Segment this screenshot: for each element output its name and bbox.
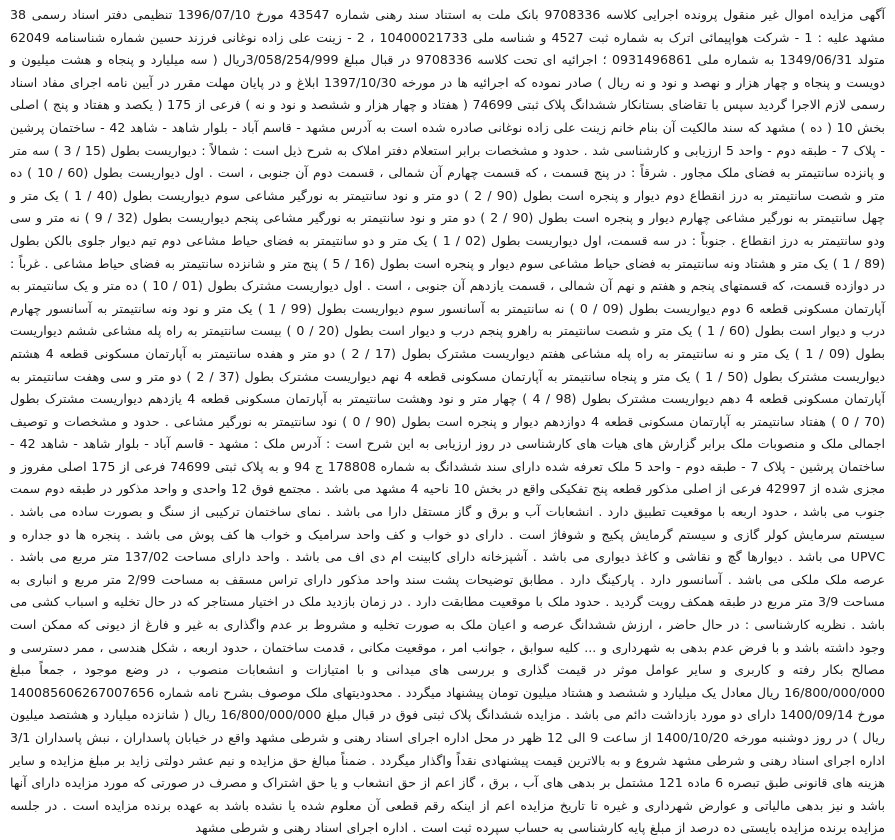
auction-notice-body: آگهی مزایده اموال غیر منقول پرونده اجرایی کلاسه 9708336 بانک ملت به استناد سند رهنی شماره 43547 مورخ 1396/07/10 تنظیمی دفتر اسناد رسمی 38 مشهد علیه : 1 - شرکت هواپیمائی اترک به شماره ثبت 4527 و شناسه ملی 10400021733 ، 2 - زینت علی زاده نوغانی فرزند حسین شماره شناسنامه 62049 متولد 1349/06/31 به شماره ملی 0931496861 ؛ اجرائیه ای تحت کلاسه 9708336 در قبال مبلغ 3/058/254/999ریال ( سه میلیارد و پنجاه و هشت میلیون و دویست و پنجاه و چهار هزار و نهصد و نود و نه ریال ) صادر نموده که اجرائیه ها در مورخه 1397/10/30 ابلاغ و در پایان مهلت مقرر در آیین نامه اجرای مفاد اسناد رسمی لازم الاجرا گردید سپس با تقاضای بستانکار ششدانگ پلاک ثبتی 74699 ( هفتاد و چهار هزار و ششصد و نود و نه ) فرعی از 175 ( یکصد و هفتاد و پنج ) اصلی بخش 10 ( ده ) مشهد که سند مالکیت آن بنام خانم زینت علی زاده نوغانی صادره شده است به آدرس مشهد - قاسم آباد - بلوار شاهد - شاهد 42 - ساختمان پرشین - پلاک 7 - طبقه دوم - واحد 5 ارزیابی و کارشناسی شد . حدود و مشخصات برابر استعلام دفتر املاک به شرح ذیل است : شمالاً : دیواریست بطول (15 / 3 ) سه متر و پانزده سانتیمتر به فضای ملک مجاور . شرقاً : در پنج قسمت ، که قسمت چهارم آن شمالی ، قسمت دوم آن جنوبی ، است . اول دیواریست بطول (60 / 10 ) ده متر و شصت سانتیمتر به درز انقطاع دوم دیوار و پنجره است بطول (90 / 2 ) دو متر و نود سانتیمتر به نورگیر مشاعی سوم دیواریست بطول (40 / 1 ) یک متر و چهل سانتیمتر به نورگیر مشاعی چهارم دیوار و پنجره است بطول (90 / 2 ) دو متر و نود سانتیمتر به نورگیر مشاعی پنجم دیواریست بطول (32 / 9 ) نه متر و سی ودو سانتیمتر به درز انقطاع . جنوباً : در سه قسمت، اول دیواریست بطول (02 / 1 ) یک متر و دو سانتیمتر به فضای حیاط مشاعی دوم تیم دیوار جلوی بالکن بطول (89 / 1 ) یک متر و هشتاد ونه سانتیمتر به فضای حیاط مشاعی سوم دیوار و پنجره است بطول (16 / 5 ) پنج متر و شانزده سانتیمتر به فضای حیاط مشاعی . غرباً : در دوازده قسمت، که قسمتهای پنجم و هفتم و نهم آن شمالی ، قسمت یازدهم آن جنوبی ، است . اول دیواریست مشترک بطول (01 / 10 ) ده متر و یک سانتیمتر به آپارتمان مسکونی قطعه 6 دوم دیواریست بطول (09 / 0 ) نه سانتیمتر به آسانسور سوم دیواریست بطول (99 / 1 ) یک متر و نود ونه سانتیمتر به آسانسور چهارم درب و دیوار است بطول (60 / 1 ) یک متر و شصت سانتیمتر به راهرو پنجم درب و دیوار است بطول (20 / 0 ) بیست سانتیمتر به راه پله مشاعی ششم دیواریست بطول (09 / 1 ) یک متر و نه سانتیمتر به راه پله مشاعی هفتم دیواریست مشترک بطول (17 / 2 ) دو متر و هفده سانتیمتر به آپارتمان مسکونی قطعه 4 هشتم دیواریست مشترک بطول (50 / 1 ) یک متر و پنجاه سانتیمتر به آپارتمان مسکونی قطعه 4 نهم دیواریست مشترک بطول (37 / 2 ) دو متر و سی وهفت سانتیمتر به آپارتمان مسکونی قطعه 4 دهم دیواریست مشترک بطول (98 / 4 ) چهار متر و نود وهشت سانتیمتر به آپارتمان مسکونی قطعه 4 یازدهم دیواریست مشترک بطول (70 / 0 ) هفتاد سانتیمتر به آپارتمان مسکونی قطعه 4 دوازدهم دیوار و پنجره است بطول (90 / 0 ) نود سانتیمتر به نورگیر مشاعی . حدود و مشخصات و توصیف اجمالی ملک و منصوبات ملک برابر گزارش های هیات های کارشناسی در روز ارزیابی به این شرح است : آدرس ملک : مشهد - قاسم آباد - بلوار شاهد - شاهد 42 - ساختمان پرشین - پلاک 7 - طبقه دوم - واحد 5 ملک تعرفه شده دارای سند ششدانگ به شماره 178808 ج 94 و به پلاک ثبتی 74699 فرعی از 175 اصلی مفروز و مجزی شده از 42997 فرعی از اصلی مذکور قطعه پنج تفکیکی واقع در بخش 10 ناحیه 4 مشهد می باشد . مجتمع فوق 12 واحدی و واحد مذکور در طبقه دوم سمت جنوب می باشد ، حدود اربعه با موقعیت تطبیق دارد . انشعابات آب و برق و گاز مستقل دارا می باشد . نمای ساختمان ترکیبی از سنگ و بصورت ساده می باشد . سیستم سرمایش کولر گازی و سیستم گرمایش پکیج و شوفاژ است . دارای دو خواب و کف واحد سرامیک و خواب ها کف پوش می باشد . پنجره ها دو جداره و UPVC می باشد . دیوارها گچ و نقاشی و کاغذ دیواری می باشد . آشپزخانه دارای کابینت ام دی اف می باشد . واحد دارای مساحت 137/02 متر مربع می باشد . عرصه ملک ملکی می باشد . آسانسور دارد . پارکینگ دارد . مطابق توضیحات پشت سند واحد مذکور دارای تراس مسقف به مساحت 2/99 متر مربع و انباری به مساحت 3/9 متر مربع در طبقه همکف رویت گردید . حدود ملک با موقعیت مطابقت دارد . در زمان بازدید ملک در اختیار مستاجر که در حال تخلیه و اسباب کشی می باشد . نظریه کارشناسی : در حال حاضر ، ارزش ششدانگ عرصه و اعیان ملک به صورت تخلیه و مشروط بر عدم واگذاری به غیر و فارغ از دیونی که ممکن است وجود داشته باشد و با فرض عدم بدهی به شهرداری و ... کلیه سوابق ، جوانب امر ، موقعیت مکانی ، قدمت ساختمان ، حدود اربعه ، شکل هندسی ، ممر دسترسی و مصالح بکار رفته و کاربری و سایر عوامل موثر در قیمت گذاری و بررسی های میدانی و با امتیازات و انشعابات منصوب ، در وضع موجود ، جمعاً مبلغ 16/800/000/000 ریال معادل یک میلیارد و ششصد و هشتاد میلیون تومان پیشنهاد میگردد . محدودیتهای ملک موصوف بشرح نامه شماره 140085606267007656 مورخ 1400/09/14 دارای دو مورد بازداشت دائم می باشد . مزایده ششدانگ پلاک ثبتی فوق در قبال مبلغ 16/800/000/000 ریال ( شانزده میلیارد و هشتصد میلیون ریال ) در روز دوشنبه مورخه 1400/10/20 از ساعت 9 الی 12 ظهر در محل اداره اجرای اسناد رهنی و شرطی مشهد واقع در خیابان پاسداران ، نبش پاسداران 3/1 اداره اجرای اسناد رهنی و شرطی مشهد شروع و به بالاترین قیمت پیشنهادی نقداً واگذار میگردد . ضمناً مبالغ حق مزایده و نیم عشر دولتی زاید بر مبلغ مزایده و سایر هزینه های قانونی طبق تبصره 6 ماده 121 مشتمل بر بدهی های آب ، برق ، گاز اعم از حق انشعاب و یا حق اشتراک و مصرف در صورتی که مورد مزایده دارای آنها باشد و نیز بدهی مالیاتی و عوارض شهرداری و غیره تا تاریخ مزایده اعم از اینکه رقم قطعی آن معلوم شده یا نشده باشد به عهده برنده مزایده است . در جلسه مزایده برنده مزایده بایستی ده درصد از مبلغ پایه کارشناسی به حساب سپرده ثبت است . اداره اجرای اسناد رهنی و شرطی مشهد — [10, 7, 886, 836]
